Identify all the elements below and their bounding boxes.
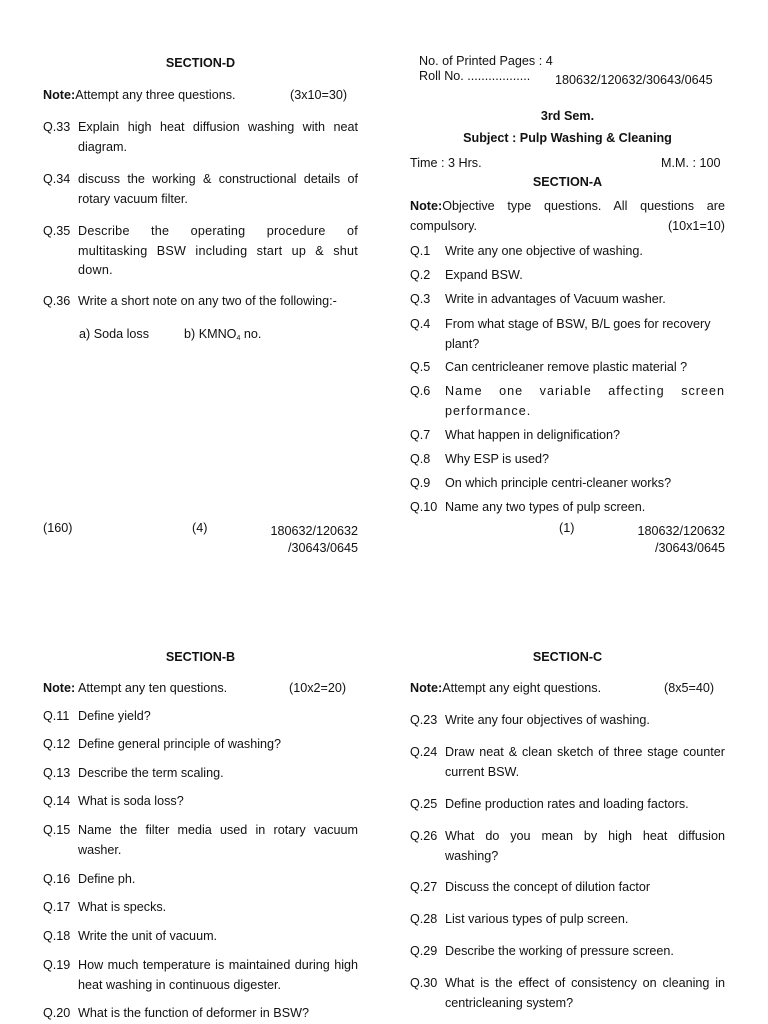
question-number: Q.33	[43, 120, 71, 134]
question-item	[43, 118, 358, 157]
section-d-note	[43, 86, 358, 106]
question-item	[43, 292, 358, 312]
question-item: Q.27 Discuss the concept of dilution factor	[410, 880, 651, 894]
question-number: Q.36	[43, 294, 71, 308]
question-item: Q.4 From what stage of BSW, B/L goes for recovery plant?	[410, 317, 711, 351]
question-item: Q.19 How much temperature is maintained during high heat washing in continuous digester.	[43, 958, 358, 992]
question-item: Q.20 What is the function of deformer in BSW?	[43, 1006, 309, 1020]
question-number: Q.34	[43, 172, 71, 186]
section-b-heading: SECTION-B	[165, 650, 236, 664]
footer-paper-code: 180632/120632 /30643/0645	[637, 524, 725, 555]
question-item: Q.5 Can centricleaner remove plastic material ?	[410, 360, 688, 374]
footer-paper-code: 180632/120632 /30643/0645	[270, 524, 358, 555]
sub-option-b: b) $KMNO_4$ no.	[184, 327, 262, 342]
paper-code: 180632/120632/30643/0645	[555, 73, 713, 87]
footer-code: (160)	[43, 521, 73, 535]
question-item: Q.28 List various types of pulp screen.	[410, 912, 629, 926]
question-item: Q.8 Why ESP is used?	[410, 452, 550, 466]
question-item: Q.15 Name the filter media used in rotary vacuum washer.	[43, 823, 358, 857]
question-item: Q.18 Write the unit of vacuum.	[43, 929, 218, 943]
note-marks: (10x1=10)	[667, 219, 725, 233]
section-a-heading: SECTION-A	[532, 175, 603, 189]
max-marks: M.M. : 100	[661, 156, 721, 170]
section-b-note: Note: Attempt any ten questions. (10x2=20)	[43, 679, 358, 699]
question-item: Q.1 Write any one objective of washing.	[410, 244, 643, 258]
question-item: Q.14 What is soda loss?	[43, 794, 184, 808]
question-text: Describe the operating procedure of multitasking BSW including start up & shut down.	[78, 224, 358, 277]
roll-number: Roll No. ..................	[419, 69, 531, 83]
question-item: Q.30 What is the effect of consistency on cleaning in centricleaning system?	[410, 976, 725, 1010]
question-item: Q.11 Define yield?	[43, 709, 151, 723]
note-marks: (3x10=30)	[290, 88, 348, 102]
question-item: Q.13 Describe the term scaling.	[43, 766, 224, 780]
question-item	[43, 222, 358, 281]
note-text: Attempt any three questions.	[75, 88, 236, 102]
question-item: Q.3 Write in advantages of Vacuum washer.	[410, 292, 666, 306]
question-item: Q.17 What is specks.	[43, 900, 167, 914]
question-item: Q.29 Describe the working of pressure screen.	[410, 944, 674, 958]
note-label: Note:	[43, 88, 76, 102]
footer-page-number: (1)	[559, 521, 575, 535]
question-item: Q.9 On which principle centri-cleaner works?	[410, 476, 672, 490]
section-d-heading: SECTION-D	[165, 56, 236, 70]
question-text: Explain high heat diffusion washing with neat diagram.	[78, 120, 358, 154]
footer-page-number: (4)	[192, 521, 208, 535]
time: Time : 3 Hrs.	[410, 156, 482, 170]
note-marks: (8x5=40)	[664, 681, 715, 695]
question-text: discuss the working & constructional details of rotary vacuum filter.	[78, 172, 358, 206]
question-item	[43, 170, 358, 209]
semester: 3rd Sem.	[540, 109, 595, 123]
subject: Subject : Pulp Washing & Cleaning	[463, 131, 672, 145]
question-text: Write a short note on any two of the following:-	[78, 294, 337, 308]
question-item: Q.12 Define general principle of washing?	[43, 737, 282, 751]
section-c-note: Note:Attempt any eight questions. (8x5=40)	[410, 679, 725, 699]
question-item: Q.2 Expand BSW.	[410, 268, 523, 282]
question-item: Q.7 What happen in delignification?	[410, 428, 621, 442]
sub-option-a: a) Soda loss	[79, 327, 150, 341]
question-number: Q.35	[43, 224, 71, 238]
question-item: Q.16 Define ph.	[43, 872, 136, 886]
printed-pages: No. of Printed Pages : 4	[419, 54, 553, 68]
note-marks: (10x2=20)	[289, 681, 347, 695]
question-item: Q.23 Write any four objectives of washing.	[410, 713, 650, 727]
question-item: Q.10 Name any two types of pulp screen.	[410, 500, 646, 514]
question-item: Q.25 Define production rates and loading factors.	[410, 797, 689, 811]
section-c-heading: SECTION-C	[532, 650, 603, 664]
question-item: Q.26 What do you mean by high heat diffusion washing?	[410, 829, 725, 863]
question-item: Q.24 Draw neat & clean sketch of three stage counter current BSW.	[410, 745, 725, 779]
section-a-note: Note:Objective type questions. All questions are compulsory. (10x1=10)	[410, 197, 725, 236]
question-item: Q.6 Name one variable affecting screen performance.	[410, 384, 725, 418]
